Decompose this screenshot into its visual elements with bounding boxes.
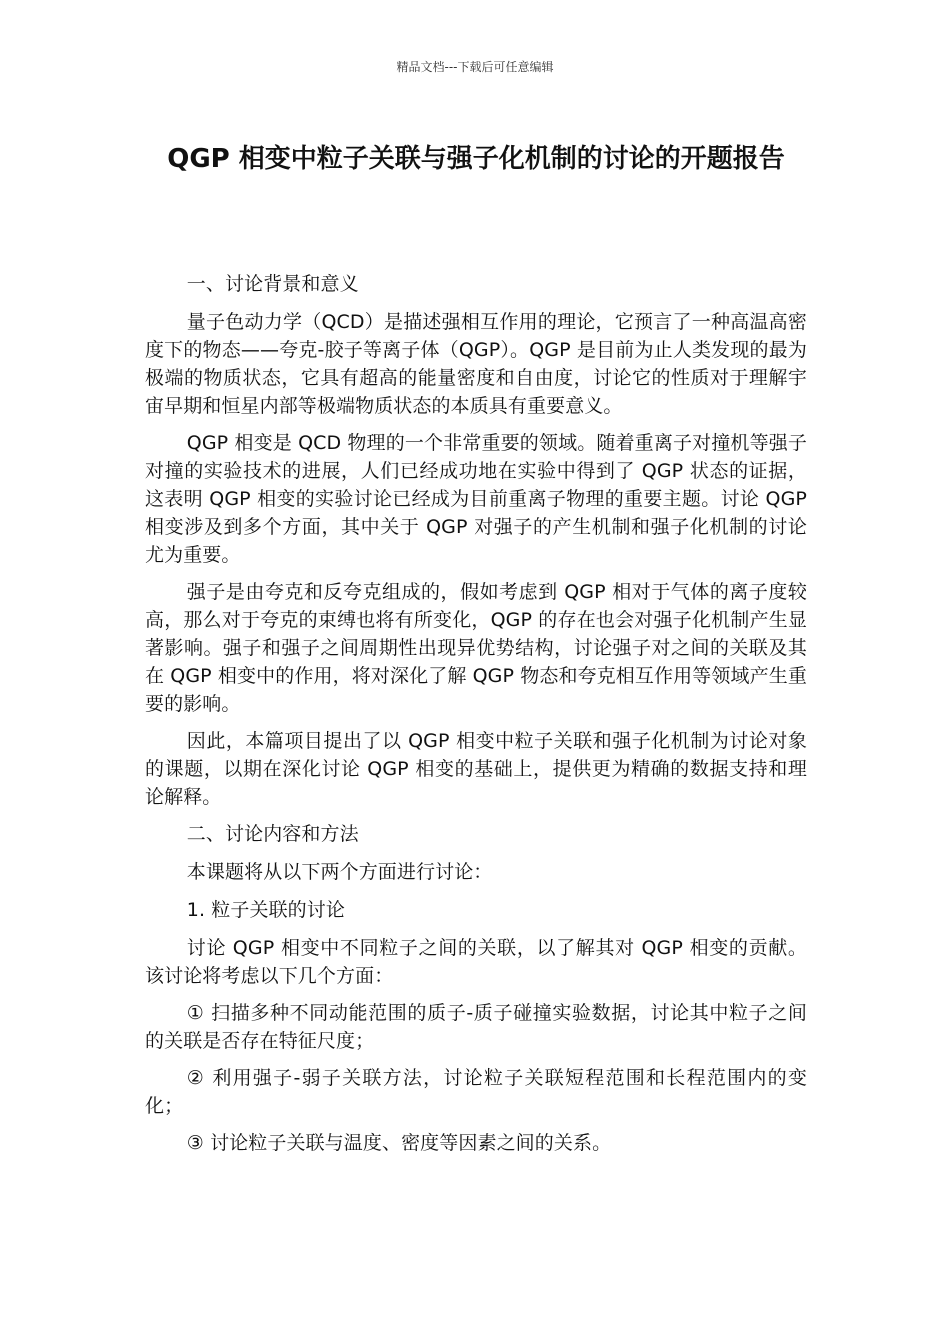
paragraph: 讨论 QGP 相变中不同粒子之间的关联，以了解其对 QGP 相变的贡献。该讨论将考虑以下几个方面： bbox=[145, 937, 807, 987]
paragraph: QGP 相变是 QCD 物理的一个非常重要的领域。随着重离子对撞机等强子对撞的实验技术的进展，人们已经成功地在实验中得到了 QGP 状态的证据，这表明 QGP 相变的实验讨论已经成为目前重离子物理的重要主题。讨论 QGP 相变涉及到多个方面，其中关于 QGP 对强子的产生机制和强子化机制的讨论尤为重要。 bbox=[145, 432, 807, 566]
list-item: ② 利用强子-弱子关联方法，讨论粒子关联短程范围和长程范围内的变化； bbox=[145, 1067, 807, 1117]
paragraph: 本课题将从以下两个方面进行讨论： bbox=[186, 861, 493, 883]
paragraph: 量子色动力学（QCD）是描述强相互作用的理论，它预言了一种高温高密度下的物态——夸克-胶子等离子体（QGP）。QGP 是目前为止人类发现的最为极端的物质状态，它具有超高的能量密度和自由度，讨论它的性质对于理解宇宙早期和恒星内部等极端物质状态的本质具有重要意义。 bbox=[145, 311, 807, 417]
page-header: 精品文档---下载后可任意编辑 bbox=[396, 60, 554, 74]
paragraph: 因此，本篇项目提出了以 QGP 相变中粒子关联和强子化机制为讨论对象的课题，以期在深化讨论 QGP 相变的基础上，提供更为精确的数据支持和理论解释。 bbox=[145, 730, 807, 808]
paragraph: 强子是由夸克和反夸克组成的，假如考虑到 QGP 相对于气体的离子度较高，那么对于夸克的束缚也将有所变化，QGP 的存在也会对强子化机制产生显著影响。强子和强子之间周期性出现异优势结构，讨论强子对之间的关联及其在 QGP 相变中的作用，将对深化了解 QGP 物态和夸克相互作用等领域产生重要的影响。 bbox=[145, 581, 807, 715]
list-item: ③ 讨论粒子关联与温度、密度等因素之间的关系。 bbox=[186, 1132, 612, 1154]
document-body bbox=[145, 270, 807, 1166]
section-heading-content-methods: 二、讨论内容和方法 bbox=[186, 823, 359, 845]
list-item: ① 扫描多种不同动能范围的质子-质子碰撞实验数据，讨论其中粒子之间的关联是否存在特征尺度； bbox=[145, 1002, 807, 1052]
subsection-heading: 1. 粒子关联的讨论 bbox=[186, 899, 345, 921]
document-title: QGP 相变中粒子关联与强子化机制的讨论的开题报告 bbox=[167, 144, 785, 174]
section-heading-background: 一、讨论背景和意义 bbox=[186, 273, 359, 295]
